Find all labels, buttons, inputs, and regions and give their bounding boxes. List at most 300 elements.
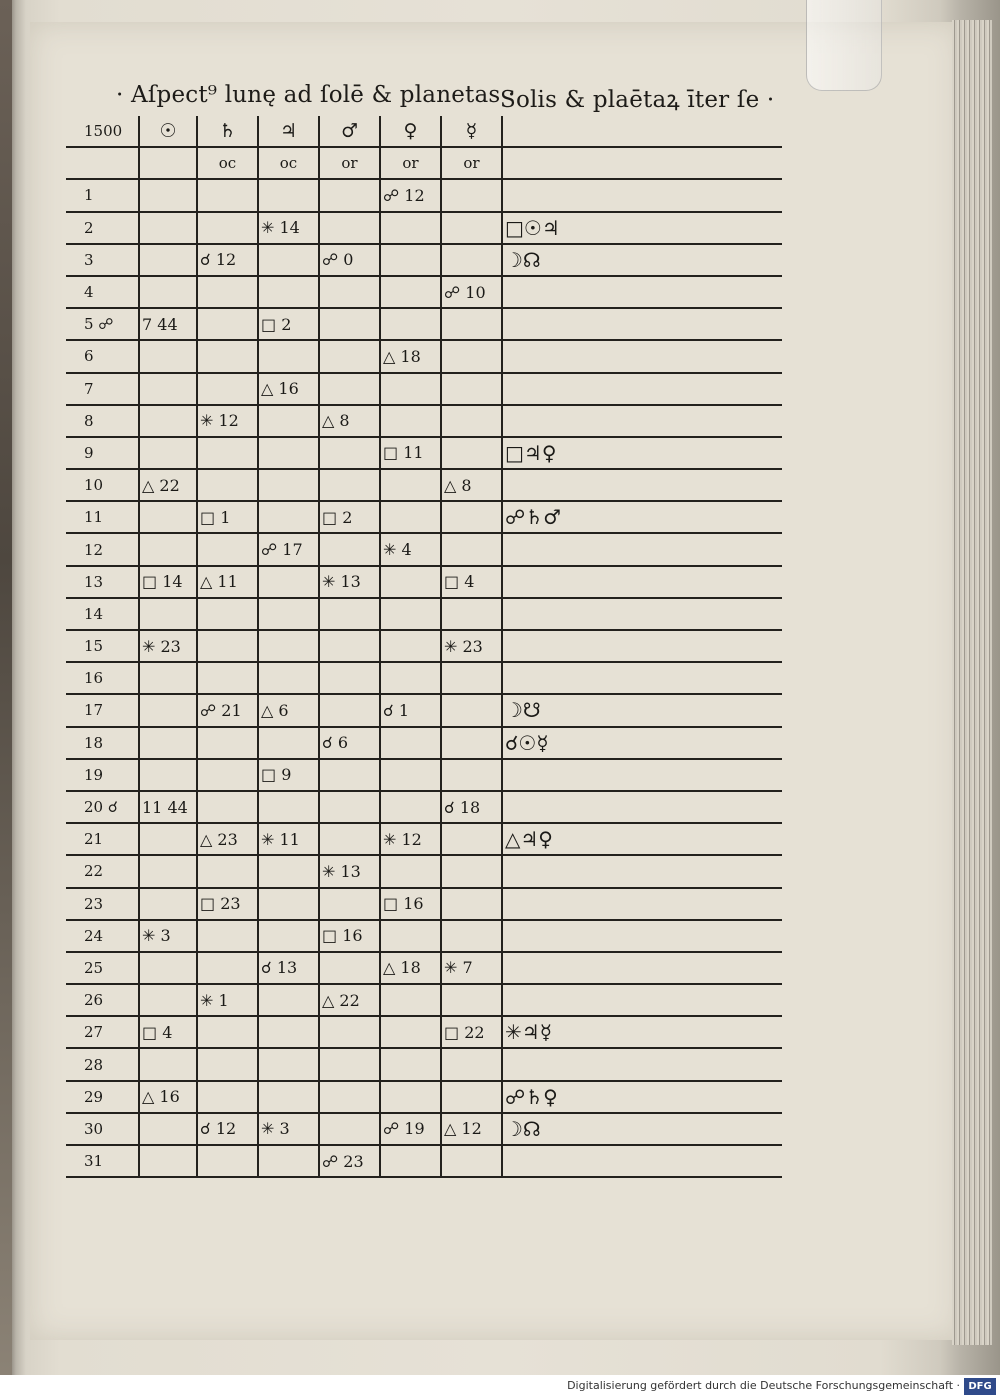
aspect-cell xyxy=(441,888,502,920)
aspect-cell: ✳ 13 xyxy=(319,855,380,887)
planet-aspect-note: □☉♃ xyxy=(502,212,782,244)
aspect-cell xyxy=(441,533,502,565)
notes-header-cell xyxy=(502,116,782,147)
table-row xyxy=(66,1081,782,1113)
aspect-cell xyxy=(319,598,380,630)
aspect-cell xyxy=(197,727,258,759)
aspect-cell xyxy=(380,405,441,437)
day-cell: 19 xyxy=(66,759,139,791)
aspect-cell xyxy=(139,340,197,372)
aspect-cell xyxy=(197,952,258,984)
aspect-cell xyxy=(258,888,319,920)
aspect-cell: ✳ 7 xyxy=(441,952,502,984)
aspect-cell xyxy=(441,598,502,630)
day-cell: 8 xyxy=(66,405,139,437)
aspect-cell: △ 8 xyxy=(319,405,380,437)
planet-symbol-cell: ♄ xyxy=(197,116,258,147)
aspect-cell xyxy=(441,1081,502,1113)
aspect-cell xyxy=(319,694,380,726)
planet-aspect-note xyxy=(502,308,782,340)
table-row xyxy=(66,662,782,694)
planet-aspect-note xyxy=(502,566,782,598)
day-cell: 15 xyxy=(66,630,139,662)
aspect-cell xyxy=(319,1113,380,1145)
planet-symbol-cell: ☉ xyxy=(139,116,197,147)
aspect-cell xyxy=(197,630,258,662)
aspect-cell: ☍ 0 xyxy=(319,244,380,276)
aspect-cell xyxy=(441,855,502,887)
planet-aspect-note xyxy=(502,791,782,823)
planet-aspect-note: ☽☊ xyxy=(502,1113,782,1145)
subheader-cell xyxy=(139,147,197,179)
aspect-cell xyxy=(139,984,197,1016)
aspect-cell xyxy=(319,791,380,823)
aspect-cell xyxy=(139,1113,197,1145)
aspect-cell xyxy=(441,694,502,726)
table-row xyxy=(66,1016,782,1048)
day-cell: 3 xyxy=(66,244,139,276)
table-row xyxy=(66,727,782,759)
subheader-day-cell xyxy=(66,147,139,179)
table-header-row xyxy=(66,116,782,147)
aspect-cell: □ 16 xyxy=(319,920,380,952)
aspect-cell xyxy=(441,244,502,276)
day-cell: 24 xyxy=(66,920,139,952)
aspect-cell: △ 16 xyxy=(258,373,319,405)
aspect-cell xyxy=(197,1145,258,1177)
aspect-cell xyxy=(380,212,441,244)
planet-aspect-note: △♃♀ xyxy=(502,823,782,855)
day-cell: 7 xyxy=(66,373,139,405)
table-row xyxy=(66,308,782,340)
aspect-cell xyxy=(380,727,441,759)
aspect-cell: ☌ 12 xyxy=(197,244,258,276)
aspect-cell xyxy=(380,855,441,887)
aspect-cell xyxy=(197,437,258,469)
aspect-cell xyxy=(319,630,380,662)
aspect-cell: ☍ 10 xyxy=(441,276,502,308)
aspect-cell: △ 11 xyxy=(197,566,258,598)
day-cell: 14 xyxy=(66,598,139,630)
aspect-cell xyxy=(319,437,380,469)
aspect-cell xyxy=(441,437,502,469)
planet-aspect-note xyxy=(502,340,782,372)
table-row xyxy=(66,630,782,662)
aspect-cell xyxy=(139,759,197,791)
table-row xyxy=(66,598,782,630)
aspect-cell xyxy=(319,469,380,501)
aspect-cell xyxy=(197,276,258,308)
day-cell: 9 xyxy=(66,437,139,469)
aspect-cell xyxy=(258,920,319,952)
planet-aspect-note xyxy=(502,630,782,662)
aspect-cell xyxy=(380,662,441,694)
header-planetary-aspects: Solis & plaētaꝝ īter ſe · xyxy=(500,87,775,113)
aspect-cell xyxy=(197,920,258,952)
aspect-cell xyxy=(139,823,197,855)
planet-aspect-note xyxy=(502,888,782,920)
table-row xyxy=(66,533,782,565)
planet-aspect-note xyxy=(502,598,782,630)
page-header xyxy=(116,82,775,114)
aspect-cell: △ 16 xyxy=(139,1081,197,1113)
day-cell: 30 xyxy=(66,1113,139,1145)
day-cell: 10 xyxy=(66,469,139,501)
aspect-cell: ☌ 6 xyxy=(319,727,380,759)
aspect-cell: □ 9 xyxy=(258,759,319,791)
aspect-cell: ✳ 23 xyxy=(139,630,197,662)
table-row xyxy=(66,1113,782,1145)
aspect-cell xyxy=(258,566,319,598)
table-subheader-row xyxy=(66,147,782,179)
table-row xyxy=(66,437,782,469)
aspect-cell: △ 6 xyxy=(258,694,319,726)
aspect-cell xyxy=(139,212,197,244)
planet-aspect-note xyxy=(502,984,782,1016)
aspect-cell xyxy=(139,662,197,694)
aspect-cell: ☍ 23 xyxy=(319,1145,380,1177)
aspect-table xyxy=(66,116,782,1178)
aspect-cell xyxy=(139,437,197,469)
aspect-cell: ✳ 11 xyxy=(258,823,319,855)
aspect-cell: △ 18 xyxy=(380,340,441,372)
aspect-cell xyxy=(258,340,319,372)
aspect-cell xyxy=(319,662,380,694)
aspect-cell xyxy=(197,759,258,791)
aspect-cell xyxy=(258,1081,319,1113)
page-edges xyxy=(952,20,992,1345)
aspect-cell xyxy=(139,855,197,887)
aspect-cell xyxy=(197,533,258,565)
aspect-cell xyxy=(380,373,441,405)
table-row xyxy=(66,340,782,372)
aspect-cell xyxy=(139,952,197,984)
day-cell: 4 xyxy=(66,276,139,308)
aspect-cell: ✳ 13 xyxy=(319,566,380,598)
aspect-cell xyxy=(197,308,258,340)
aspect-cell xyxy=(258,984,319,1016)
aspect-cell xyxy=(380,501,441,533)
footer-credit: Digitalisierung gefördert durch die Deutsche Forschungsgemeinschaft · xyxy=(567,1379,960,1392)
aspect-cell xyxy=(139,888,197,920)
aspect-cell xyxy=(258,276,319,308)
aspect-cell xyxy=(197,791,258,823)
day-cell: 13 xyxy=(66,566,139,598)
day-cell: 6 xyxy=(66,340,139,372)
table-row xyxy=(66,566,782,598)
table-row xyxy=(66,984,782,1016)
aspect-cell xyxy=(441,727,502,759)
aspect-cell xyxy=(197,1081,258,1113)
day-cell: 16 xyxy=(66,662,139,694)
aspect-cell: ✳ 3 xyxy=(258,1113,319,1145)
subheader-cell: oc xyxy=(258,147,319,179)
aspect-cell xyxy=(441,823,502,855)
aspect-cell xyxy=(197,1016,258,1048)
aspect-cell xyxy=(380,308,441,340)
aspect-cell xyxy=(139,276,197,308)
table-row xyxy=(66,405,782,437)
planet-aspect-note xyxy=(502,373,782,405)
day-cell: 1 xyxy=(66,179,139,211)
dfg-logo: DFG xyxy=(964,1378,996,1395)
aspect-cell xyxy=(441,759,502,791)
planet-aspect-note: □♃♀ xyxy=(502,437,782,469)
table-row xyxy=(66,888,782,920)
aspect-cell xyxy=(380,1016,441,1048)
aspect-cell: ✳ 3 xyxy=(139,920,197,952)
aspect-cell xyxy=(441,373,502,405)
planet-aspect-note xyxy=(502,179,782,211)
aspect-cell: △ 23 xyxy=(197,823,258,855)
aspect-cell: ☍ 21 xyxy=(197,694,258,726)
aspect-cell xyxy=(380,469,441,501)
aspect-cell xyxy=(197,212,258,244)
aspect-cell xyxy=(319,533,380,565)
day-cell: 5 ☍ xyxy=(66,308,139,340)
table-row xyxy=(66,244,782,276)
table-row xyxy=(66,1048,782,1080)
aspect-cell: ☍ 17 xyxy=(258,533,319,565)
day-cell: 26 xyxy=(66,984,139,1016)
planet-aspect-note: ☍♄♀ xyxy=(502,1081,782,1113)
aspect-cell: ✳ 14 xyxy=(258,212,319,244)
aspect-cell xyxy=(258,662,319,694)
aspect-cell xyxy=(441,984,502,1016)
aspect-cell xyxy=(139,405,197,437)
aspect-cell xyxy=(380,598,441,630)
aspect-cell xyxy=(319,823,380,855)
day-cell: 20 ☌ xyxy=(66,791,139,823)
aspect-cell: △ 22 xyxy=(139,469,197,501)
planet-aspect-note xyxy=(502,405,782,437)
aspect-cell: 7 44 xyxy=(139,308,197,340)
year-cell: 1500 xyxy=(66,116,139,147)
aspect-cell: □ 2 xyxy=(319,501,380,533)
aspect-cell: ✳ 12 xyxy=(380,823,441,855)
planet-aspect-note: ☌☉☿ xyxy=(502,727,782,759)
day-cell: 31 xyxy=(66,1145,139,1177)
aspect-cell xyxy=(441,405,502,437)
planet-symbol-cell: ☿ xyxy=(441,116,502,147)
planet-aspect-note xyxy=(502,276,782,308)
table-row xyxy=(66,855,782,887)
table-row xyxy=(66,694,782,726)
planet-aspect-note xyxy=(502,855,782,887)
aspect-cell xyxy=(139,1145,197,1177)
aspect-cell xyxy=(380,244,441,276)
aspect-cell xyxy=(258,501,319,533)
aspect-cell xyxy=(380,566,441,598)
table-row xyxy=(66,823,782,855)
aspect-cell xyxy=(258,598,319,630)
aspect-cell xyxy=(380,1048,441,1080)
planet-aspect-note: ☽☊ xyxy=(502,244,782,276)
aspect-cell xyxy=(258,469,319,501)
aspect-cell xyxy=(319,1081,380,1113)
aspect-cell: ☌ 1 xyxy=(380,694,441,726)
table-row xyxy=(66,501,782,533)
aspect-cell: ✳ 12 xyxy=(197,405,258,437)
aspect-cell: ☍ 19 xyxy=(380,1113,441,1145)
aspect-cell xyxy=(441,179,502,211)
aspect-cell xyxy=(441,920,502,952)
aspect-cell xyxy=(258,179,319,211)
table-row xyxy=(66,276,782,308)
table-row xyxy=(66,791,782,823)
aspect-cell: ☌ 13 xyxy=(258,952,319,984)
aspect-cell xyxy=(139,501,197,533)
aspect-cell xyxy=(441,1048,502,1080)
day-cell: 12 xyxy=(66,533,139,565)
aspect-cell xyxy=(380,920,441,952)
aspect-cell xyxy=(197,1048,258,1080)
aspect-cell xyxy=(258,630,319,662)
table-row xyxy=(66,920,782,952)
day-cell: 11 xyxy=(66,501,139,533)
aspect-cell xyxy=(441,501,502,533)
aspect-cell xyxy=(197,179,258,211)
subheader-cell: oc xyxy=(197,147,258,179)
aspect-cell: □ 4 xyxy=(139,1016,197,1048)
aspect-cell: □ 16 xyxy=(380,888,441,920)
aspect-cell xyxy=(139,1048,197,1080)
planet-aspect-note xyxy=(502,952,782,984)
aspect-cell xyxy=(258,405,319,437)
aspect-cell xyxy=(197,340,258,372)
aspect-cell: ☌ 18 xyxy=(441,791,502,823)
aspect-cell xyxy=(197,373,258,405)
aspect-cell: △ 18 xyxy=(380,952,441,984)
day-cell: 29 xyxy=(66,1081,139,1113)
aspect-cell xyxy=(139,694,197,726)
day-cell: 2 xyxy=(66,212,139,244)
aspect-cell xyxy=(319,276,380,308)
aspect-cell xyxy=(319,212,380,244)
aspect-cell: ✳ 4 xyxy=(380,533,441,565)
subheader-cell: or xyxy=(319,147,380,179)
aspect-cell xyxy=(197,469,258,501)
aspect-cell: □ 23 xyxy=(197,888,258,920)
aspect-cell xyxy=(441,1145,502,1177)
aspect-cell: △ 12 xyxy=(441,1113,502,1145)
aspect-cell: □ 22 xyxy=(441,1016,502,1048)
aspect-cell xyxy=(319,373,380,405)
aspect-cell xyxy=(319,1048,380,1080)
table-row xyxy=(66,1145,782,1177)
aspect-cell: ☌ 12 xyxy=(197,1113,258,1145)
aspect-cell: △ 8 xyxy=(441,469,502,501)
table-row xyxy=(66,373,782,405)
aspect-cell xyxy=(319,952,380,984)
day-cell: 21 xyxy=(66,823,139,855)
planet-aspect-note xyxy=(502,759,782,791)
footer-bar xyxy=(0,1375,1000,1399)
aspect-cell xyxy=(380,1145,441,1177)
aspect-cell: ☍ 12 xyxy=(380,179,441,211)
aspect-cell xyxy=(319,759,380,791)
table-row xyxy=(66,212,782,244)
table-row xyxy=(66,952,782,984)
plastic-clip xyxy=(806,0,882,91)
aspect-cell xyxy=(197,855,258,887)
aspect-cell xyxy=(258,1016,319,1048)
aspect-cell: □ 4 xyxy=(441,566,502,598)
subheader-notes-cell xyxy=(502,147,782,179)
aspect-cell xyxy=(319,1016,380,1048)
aspect-cell xyxy=(380,1081,441,1113)
header-lunar-aspects: · Aſpect⁹ lunę ad ſolē & planetas · xyxy=(116,82,516,108)
aspect-cell xyxy=(139,179,197,211)
aspect-cell: 11 44 xyxy=(139,791,197,823)
aspect-cell xyxy=(380,791,441,823)
table-row xyxy=(66,179,782,211)
aspect-cell xyxy=(258,244,319,276)
aspect-cell xyxy=(441,308,502,340)
planet-aspect-note xyxy=(502,533,782,565)
day-cell: 28 xyxy=(66,1048,139,1080)
day-cell: 22 xyxy=(66,855,139,887)
aspect-cell: ✳ 23 xyxy=(441,630,502,662)
aspect-cell xyxy=(380,630,441,662)
day-cell: 25 xyxy=(66,952,139,984)
aspect-cell xyxy=(139,244,197,276)
aspect-cell: □ 14 xyxy=(139,566,197,598)
day-cell: 27 xyxy=(66,1016,139,1048)
binding-edge xyxy=(0,0,12,1399)
aspect-cell xyxy=(319,179,380,211)
aspect-cell xyxy=(319,308,380,340)
aspect-cell xyxy=(258,855,319,887)
planet-aspect-note: ☍♄♂ xyxy=(502,501,782,533)
aspect-cell xyxy=(258,1145,319,1177)
day-cell: 18 xyxy=(66,727,139,759)
aspect-cell xyxy=(139,533,197,565)
planet-aspect-note xyxy=(502,1048,782,1080)
aspect-cell xyxy=(258,437,319,469)
aspect-cell xyxy=(441,340,502,372)
aspect-cell: □ 2 xyxy=(258,308,319,340)
aspect-cell: □ 1 xyxy=(197,501,258,533)
aspect-cell: ✳ 1 xyxy=(197,984,258,1016)
planet-aspect-note: ✳♃☿ xyxy=(502,1016,782,1048)
aspect-cell xyxy=(380,984,441,1016)
subheader-cell: or xyxy=(380,147,441,179)
aspect-cell xyxy=(258,1048,319,1080)
aspect-cell xyxy=(139,727,197,759)
planet-symbol-cell: ♀ xyxy=(380,116,441,147)
day-cell: 17 xyxy=(66,694,139,726)
planet-symbol-cell: ♂ xyxy=(319,116,380,147)
planet-aspect-note xyxy=(502,662,782,694)
planet-aspect-note xyxy=(502,1145,782,1177)
table-row xyxy=(66,759,782,791)
planet-aspect-note xyxy=(502,920,782,952)
aspect-cell xyxy=(319,340,380,372)
aspect-cell xyxy=(139,373,197,405)
aspect-cell xyxy=(197,598,258,630)
aspect-cell xyxy=(258,791,319,823)
subheader-cell: or xyxy=(441,147,502,179)
day-cell: 23 xyxy=(66,888,139,920)
aspect-cell: △ 22 xyxy=(319,984,380,1016)
aspect-cell xyxy=(441,662,502,694)
aspect-cell xyxy=(380,759,441,791)
table-row xyxy=(66,469,782,501)
aspect-cell xyxy=(319,888,380,920)
planet-symbol-cell: ♃ xyxy=(258,116,319,147)
aspect-cell xyxy=(441,212,502,244)
